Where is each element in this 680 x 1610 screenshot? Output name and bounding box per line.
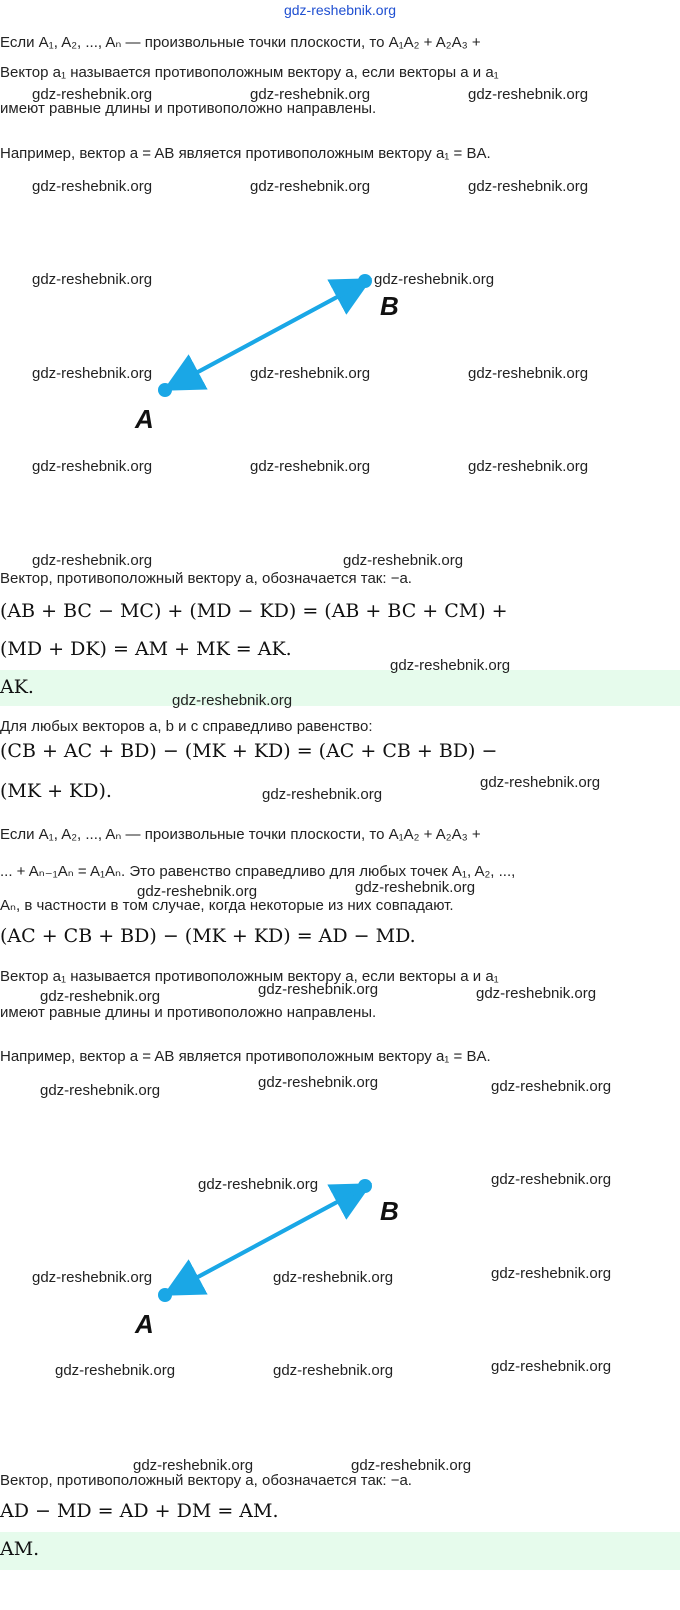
sum-line-start: Если A₁, A₂, ..., Aₙ — произвольные точки плоскости, то A₁A₂ + A₂A₃ +: [0, 34, 481, 51]
opposite-def-line-1-repeat: Вектор a₁ называется противоположным вектору a, если векторы a и a₁: [0, 968, 499, 985]
watermark: gdz-reshebnik.org: [55, 1362, 176, 1379]
watermark: gdz-reshebnik.org: [32, 178, 153, 195]
opposite-def-line-2-repeat: имеют равные длины и противоположно направлены.: [0, 1004, 377, 1021]
sum-line-3: Aₙ, в частности в том случае, когда некоторые из них совпадают.: [0, 897, 454, 914]
watermark: gdz-reshebnik.org: [491, 1078, 612, 1095]
identity-intro: Для любых векторов a, b и c справедливо равенство:: [0, 718, 373, 735]
answer-highlight-1: [0, 670, 680, 706]
watermark: gdz-reshebnik.org: [250, 365, 371, 382]
watermark: gdz-reshebnik.org: [258, 981, 379, 998]
answer-highlight-2: [0, 1532, 680, 1570]
watermark: gdz-reshebnik.org: [198, 1176, 319, 1193]
watermark: gdz-reshebnik.org: [258, 1074, 379, 1091]
watermark: gdz-reshebnik.org: [250, 458, 371, 475]
watermark: gdz-reshebnik.org: [32, 458, 153, 475]
answer-1: AK.: [0, 676, 34, 698]
watermark: gdz-reshebnik.org: [355, 879, 476, 896]
watermark: gdz-reshebnik.org: [40, 988, 161, 1005]
watermark: gdz-reshebnik.org: [32, 365, 153, 382]
watermark: gdz-reshebnik.org: [32, 1269, 153, 1286]
watermark: gdz-reshebnik.org: [32, 552, 153, 569]
watermark: gdz-reshebnik.org: [273, 1269, 394, 1286]
watermark: gdz-reshebnik.org: [172, 692, 293, 709]
sum-line-2: ... + Aₙ₋₁Aₙ = A₁Aₙ. Это равенство справедливо для любых точек A₁, A₂, ...,: [0, 863, 516, 880]
notation-line-repeat: Вектор, противоположный вектору a, обозначается так: −a.: [0, 1472, 412, 1489]
sum-line-1: Если A₁, A₂, ..., Aₙ — произвольные точки плоскости, то A₁A₂ + A₂A₃ +: [0, 826, 481, 843]
watermark: gdz-reshebnik.org: [351, 1457, 472, 1474]
watermark: gdz-reshebnik.org: [32, 271, 153, 288]
equation-4: AD − MD = AD + DM = AM.: [0, 1500, 279, 1522]
example-line: Например, вектор a = AB является противоположным вектору a₁ = BA.: [0, 145, 491, 162]
watermark: gdz-reshebnik.org: [468, 365, 589, 382]
answer-2: AM.: [0, 1538, 40, 1560]
watermark: gdz-reshebnik.org: [273, 1362, 394, 1379]
label-b-2: B: [380, 1196, 399, 1226]
notation-line: Вектор, противоположный вектору a, обозначается так: −a.: [0, 570, 412, 587]
watermark: gdz-reshebnik.org: [468, 86, 589, 103]
watermark: gdz-reshebnik.org: [40, 1082, 161, 1099]
opposite-def-line-2: имеют равные длины и противоположно направлены.: [0, 100, 377, 117]
label-a-2: A: [135, 1309, 154, 1339]
watermark: gdz-reshebnik.org: [343, 552, 464, 569]
equation-1-line-2: (MD + DK) = AM + MK = AK.: [0, 638, 292, 660]
point-a: [158, 383, 172, 397]
watermark: gdz-reshebnik.org: [491, 1265, 612, 1282]
example-line-repeat: Например, вектор a = AB является противоположным вектору a₁ = BA.: [0, 1048, 491, 1065]
watermark: gdz-reshebnik.org: [480, 774, 601, 791]
opposite-def-line-1: Вектор a₁ называется противоположным вектору a, если векторы a и a₁: [0, 64, 499, 81]
label-a: A: [135, 404, 154, 434]
watermark: gdz-reshebnik.org: [262, 786, 383, 803]
watermark: gdz-reshebnik.org: [491, 1171, 612, 1188]
watermark: gdz-reshebnik.org: [133, 1457, 254, 1474]
watermark: gdz-reshebnik.org: [468, 458, 589, 475]
watermark: gdz-reshebnik.org: [32, 86, 153, 103]
watermark: gdz-reshebnik.org: [374, 271, 495, 288]
equation-2-line-2: (MK + KD).: [0, 780, 112, 802]
equation-2-line-1: (CB + AC + BD) − (MK + KD) = (AC + CB + BD) −: [0, 740, 498, 762]
point-b: [358, 274, 372, 288]
point-b-2: [358, 1179, 372, 1193]
watermark: gdz-reshebnik.org: [250, 178, 371, 195]
watermark: gdz-reshebnik.org: [476, 985, 597, 1002]
watermark: gdz-reshebnik.org: [468, 178, 589, 195]
equation-1-line-1: (AB + BC − MC) + (MD − KD) = (AB + BC + CM) +: [0, 600, 508, 622]
equation-3: (AC + CB + BD) − (MK + KD) = AD − MD.: [0, 925, 416, 947]
label-b: B: [380, 291, 399, 321]
watermark: gdz-reshebnik.org: [137, 883, 258, 900]
watermark: gdz-reshebnik.org: [250, 86, 371, 103]
point-a-2: [158, 1288, 172, 1302]
vector-diagram-2: [0, 1165, 680, 1345]
watermark: gdz-reshebnik.org: [491, 1358, 612, 1375]
watermark: gdz-reshebnik.org: [390, 657, 511, 674]
watermark-top: gdz-reshebnik.org: [283, 2, 397, 18]
